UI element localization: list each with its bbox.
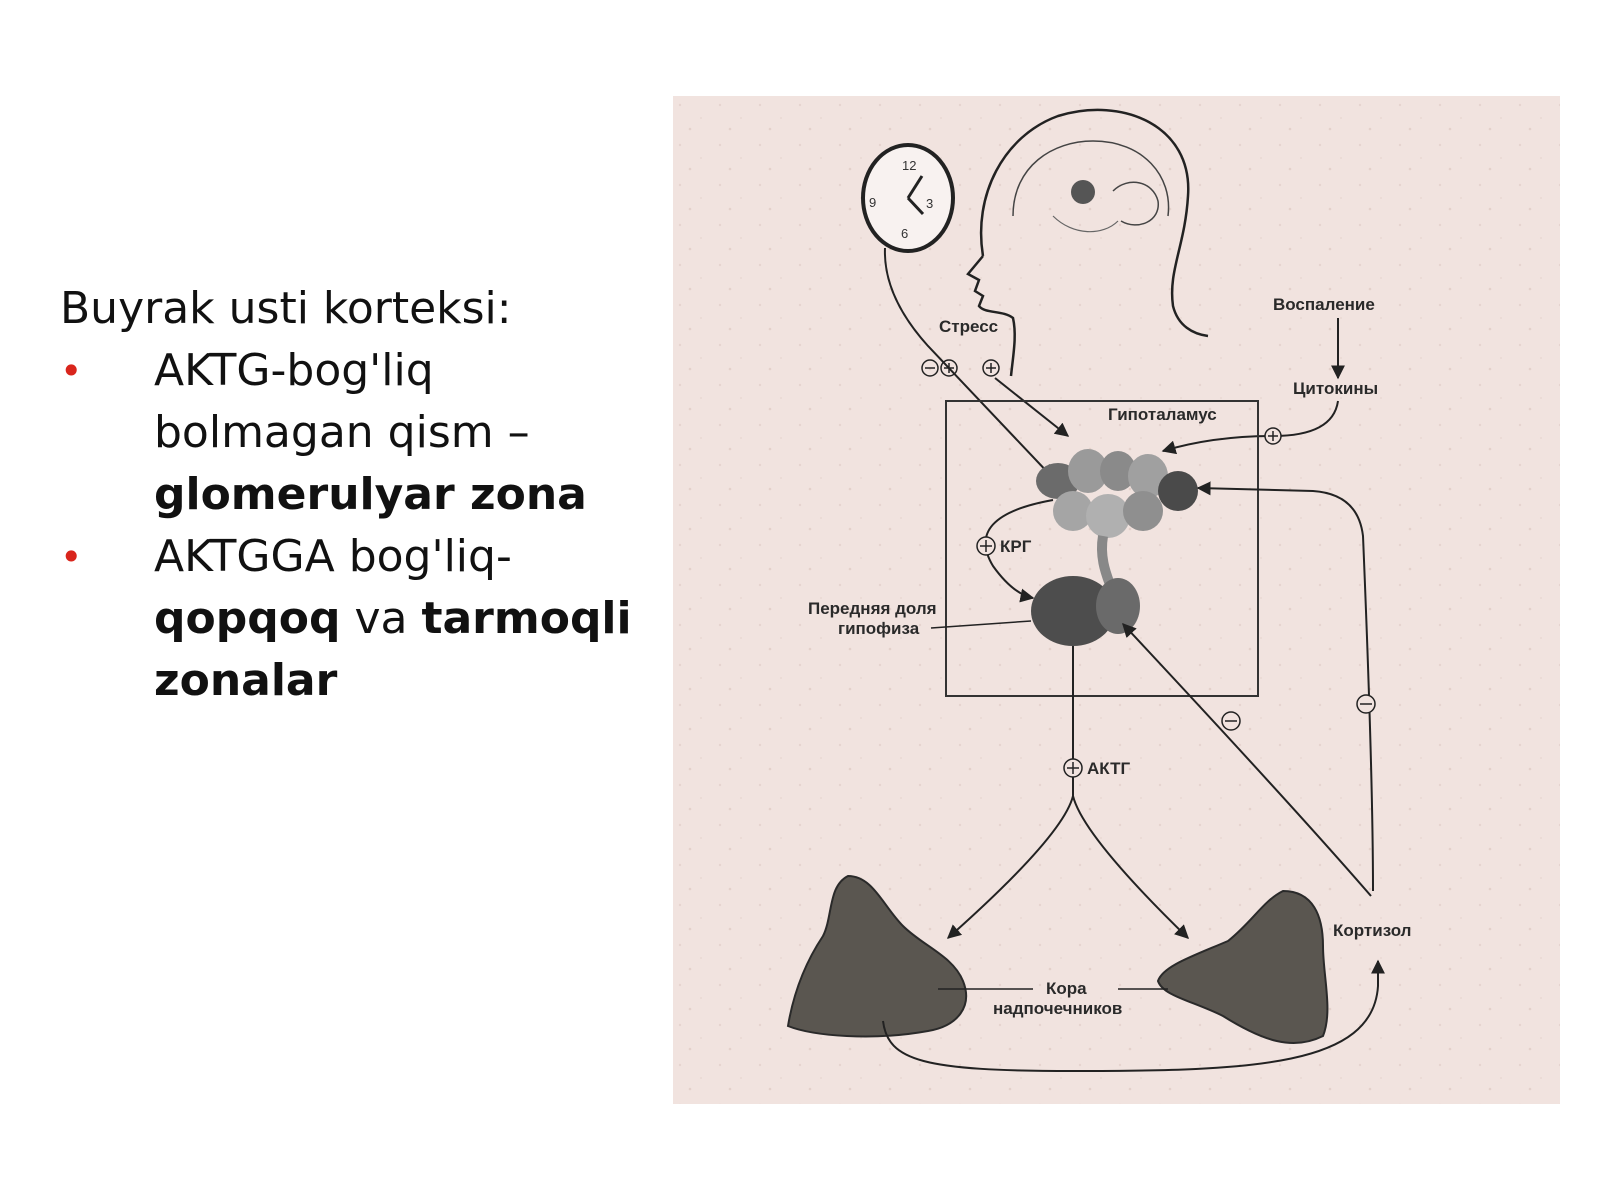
bullet-item-1 [60, 340, 650, 526]
acth-plus-sign [1064, 759, 1082, 777]
label-stress: Стресс [939, 317, 999, 336]
bullet-2-bold3: zonalar [154, 655, 338, 706]
bullet-1-line1: AKTG-bog'liq [154, 345, 434, 396]
bullet-2-line1: AKTGGA bog'liq- [154, 531, 512, 582]
bullet-1-bold: glomerulyar zona [154, 469, 587, 520]
bullet-1-line2: bolmagan qism – [154, 407, 530, 458]
label-adrenal-cortex-1: Кора [1046, 979, 1087, 998]
clock-label-6: 6 [901, 226, 909, 241]
label-crh: КРГ [1000, 537, 1032, 556]
cytokines-plus-sign [1265, 428, 1281, 444]
crh-plus-sign [977, 537, 995, 555]
label-cortisol: Кортизол [1333, 921, 1412, 940]
label-anterior-pituitary-1: Передняя доля [808, 599, 937, 618]
clock-label-3: 3 [926, 196, 934, 211]
bullet-list [60, 340, 650, 712]
label-adrenal-cortex-2: надпочечников [993, 999, 1123, 1018]
label-anterior-pituitary-2: гипофиза [838, 619, 920, 638]
label-hypothalamus: Гипоталамус [1108, 405, 1217, 424]
bullet-2-bold2: tarmoqli [421, 593, 632, 644]
label-acth: АКТГ [1087, 759, 1131, 778]
clock-icon [863, 145, 953, 251]
bullet-2-mid: va [340, 593, 422, 644]
label-inflammation: Воспаление [1273, 295, 1375, 314]
clock-label-9: 9 [869, 195, 877, 210]
slide-heading: Buyrak usti korteksi: [60, 283, 512, 334]
bullet-dot: • [60, 535, 83, 579]
hpa-axis-diagram [673, 96, 1560, 1104]
diagram-svg [673, 96, 1560, 1104]
bullet-dot: • [60, 349, 83, 393]
text-content [60, 278, 650, 712]
bullet-item-2 [60, 526, 650, 712]
clock-label-12: 12 [902, 158, 917, 173]
bullet-2-bold1: qopqoq [154, 593, 341, 644]
label-cytokines: Цитокины [1293, 379, 1379, 398]
